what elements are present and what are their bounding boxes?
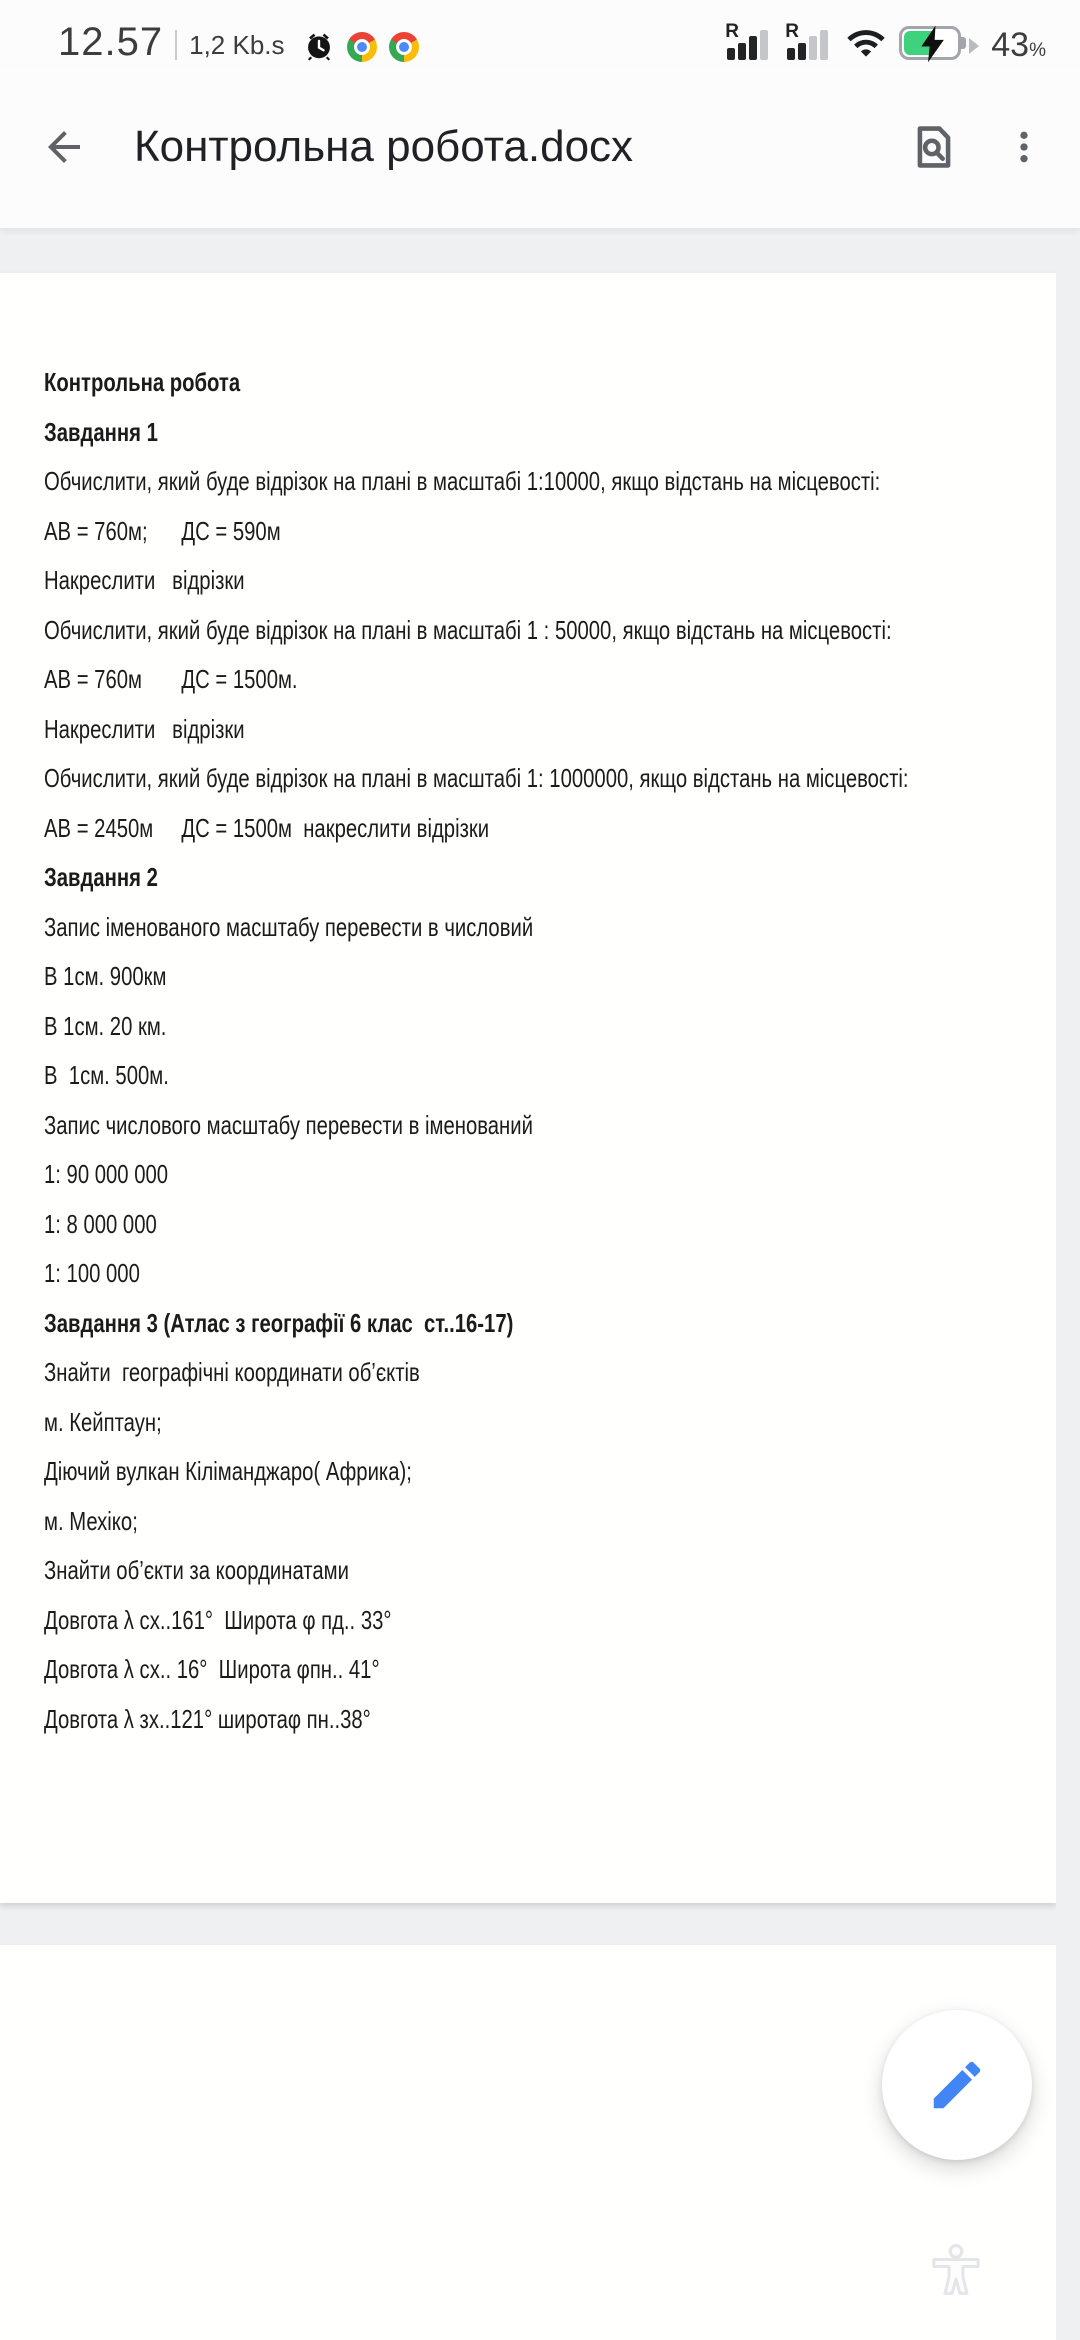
pencil-edit-icon [926, 2054, 988, 2116]
document-scroll-area[interactable] [0, 230, 1080, 2340]
accessibility-person-icon[interactable] [928, 2242, 984, 2298]
find-in-page-icon [908, 121, 960, 173]
doc-paragraph: АВ = 760м ДС = 1500м. [44, 664, 298, 694]
doc-paragraph: 1: 90 000 000 [44, 1159, 169, 1189]
doc-paragraph: м. Мехіко; [44, 1505, 138, 1536]
doc-paragraph: Запис іменованого масштабу перевести в числовий [44, 911, 534, 942]
document-page-2 [0, 1945, 1056, 2340]
doc-paragraph: 1: 100 000 [44, 1258, 140, 1288]
doc-paragraph: Завдання 1 [44, 416, 158, 447]
doc-paragraph: АВ = 2450м ДС = 1500м накреслити відрізки [44, 812, 490, 843]
doc-paragraph: В 1см. 900км [44, 961, 167, 991]
doc-paragraph: Знайти об’єкти за координатами [44, 1555, 349, 1585]
doc-paragraph: В 1см. 500м. [44, 1060, 169, 1090]
doc-paragraph: В 1см. 20 км. [44, 1010, 167, 1041]
document-title: Контрольна робота.docx [134, 122, 634, 171]
page-right-margin [1056, 230, 1080, 2340]
sim2-signal-icon: R [785, 22, 833, 62]
battery-percent-text: 43% [991, 26, 1046, 64]
doc-paragraph: Запис числового масштабу перевести в іменований [44, 1109, 533, 1140]
find-in-document-button[interactable] [908, 121, 960, 173]
document-page-1 [0, 273, 1056, 1903]
doc-paragraph: Накреслити відрізки [44, 713, 245, 744]
status-bar [0, 0, 1080, 66]
clock-text: 12.57 [58, 20, 164, 64]
doc-paragraph: Довгота λ сх.. 16° Широта φпн.. 41° [44, 1654, 380, 1684]
edit-document-fab[interactable] [882, 2010, 1032, 2160]
doc-paragraph: 1: 8 000 000 [44, 1208, 157, 1239]
doc-paragraph: АВ = 760м; ДС = 590м [44, 515, 281, 546]
battery-charging-icon [899, 26, 961, 60]
three-dot-menu-icon [1004, 123, 1044, 171]
status-left-group [58, 22, 419, 62]
status-right-group [725, 22, 1046, 62]
doc-paragraph: Контрольна робота [44, 367, 241, 397]
doc-paragraph: Знайти географічні координати об’єктів [44, 1357, 420, 1387]
status-separator [175, 30, 177, 60]
charging-arrow-icon [969, 38, 979, 54]
doc-paragraph: Обчислити, який буде відрізок на плані в масштабі 1: 1000000, якщо відстань на місцевості: [44, 763, 909, 793]
doc-paragraph: м. Кейптаун; [44, 1406, 162, 1437]
alarm-clock-icon [303, 30, 335, 62]
doc-paragraph: Обчислити, який буде відрізок на плані в масштабі 1 : 50000, якщо відстань на місцевості: [44, 614, 892, 645]
overflow-menu-button[interactable] [1004, 123, 1044, 171]
doc-paragraph: Обчислити, який буде відрізок на плані в масштабі 1:10000, якщо відстань на місцевості: [44, 466, 881, 496]
app-bar [0, 66, 1080, 230]
wifi-icon [845, 26, 887, 60]
notification-icons [303, 30, 419, 62]
document-body [0, 273, 1056, 1733]
chrome-notification-icon [389, 32, 419, 62]
arrow-back-icon [40, 123, 88, 171]
doc-paragraph: Довгота λ сх..161° Широта φ пд.. 33° [44, 1604, 392, 1635]
doc-paragraph: Завдання 3 (Атлас з географії 6 клас ст..16-17) [44, 1307, 514, 1338]
doc-paragraph: Завдання 2 [44, 862, 158, 892]
doc-paragraph: Накреслити відрізки [44, 565, 245, 595]
sim1-signal-icon: R [725, 22, 773, 62]
doc-paragraph: Діючий вулкан Кіліманджаро( Африка); [44, 1456, 412, 1486]
network-speed-text: 1,2 Kb.s [189, 30, 285, 61]
chrome-notification-icon [347, 32, 377, 62]
doc-paragraph: Довгота λ зх..121° широтаφ пн..38° [44, 1703, 371, 1734]
back-button[interactable] [40, 123, 88, 171]
